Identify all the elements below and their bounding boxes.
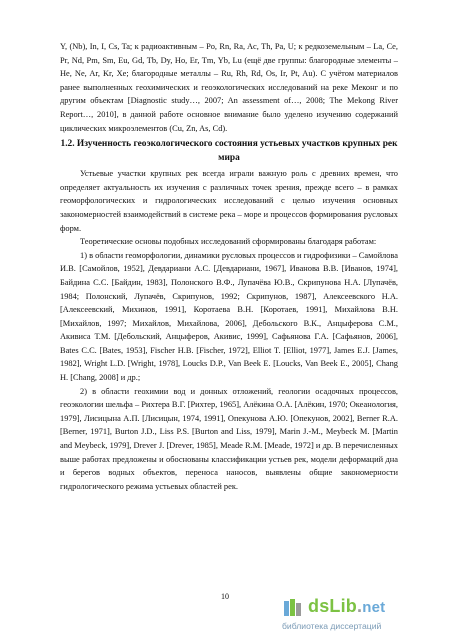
paragraph-elements-list: Y, (Nb), In, I, Cs, Ta; к радиоактивным – Po, Rn, Ra, Ac, Th, Pa, U; к редкоземельным – La, Ce, Pr, Nd, Pm, Sm, Eu, Gd, Tb, Dy, Ho, Er, Tm, Yb, Lu (ещё две группы: благородные элементы – He, Ne, Ar, Kr, Xe; благородные металлы – Ru, Rh, Rd, Os, Ir, Pt, Au). С учётом материалов ранее выполненных геохимических и геоэкологических исследований на реке Меконг и по другим объектам [Diagnostic study…, 2007; An assessment of…, 2008; The Mekong River Report…, 2010], в данной работе основное внимание было уделено изучению содержаний циклических микроэлементов (Cu, Zn, As, Cd). [60,42,398,133]
watermark-brand-name: dsLib [308,596,357,616]
paragraph-theoretical-basis: Теоретические основы подобных исследований сформированы благодаря работам: [80,237,377,247]
watermark-brand [308,596,385,617]
dslib-watermark[interactable] [282,596,432,636]
watermark-brand-dot: . [357,596,363,616]
paragraph-estuaries-intro: Устьевые участки крупных рек всегда играли важную роль с древних времен, что определяет актуальность их изучения с различных точек зрения, прежде всего – в рамках геоморфологических и гидрологических исследований с целью изучения основных закономерностей взаимодействий в системе река – море и процессов формирования русловых форм. [60,169,398,233]
section-heading: 1.2. Изученность геоэкологического состояния устьевых участков крупных рек мира [60,139,398,164]
watermark-subtitle: библиотека диссертаций [282,621,382,631]
document-body [60,40,398,493]
paragraph-geochemistry-works: 2) в области геохимии вод и донных отложений, геологии осадочных процессов, геоэкологии шельфа – Рихтера В.Г. [Рихтер, 1965], Алёкина О.А. [Алёкин, 1970; Океанология, 1979], Лисицына А.П. [Лисицын, 1974, 1991], Опекунова А.Ю. [Опекунов, 2002], Berner R.A. [Berner, 1971], Burton J.D., Liss P.S. [Burton and Liss, 1979], Marin J.-M., Meybeck M. [Martin and Meybeck, 1979], Drever J. [Drever, 1985], Meade R.M. [Meade, 1972] и др. В перечисленных выше работах предложены и обоснованы классификации устьев рек, модели деформаций дна и берегов водных объектов, переноса наносов, выявлены общие закономерности гидрологического режима устьевых областей рек. [60,386,398,491]
page-number: 10 [221,592,229,601]
watermark-brand-tld: net [362,599,386,616]
dslib-logo-icon [282,598,304,618]
paragraph-geomorphology-works: 1) в области геоморфологии, динамики русловых процессов и гидрофизики – Самойлова И.В. [Самойлов, 1952], Девдариани А.С. [Девдариани, 1967], Иванова В.В. [Иванов, 1974], Байдина С.С. [Байдин, 1983], Полонского В.Ф., Лупачёва Ю.В., Скрипунова Н.А. [Лупачёв, 1984; Полонский, Лупачёв, Скрипунов, 1992; Скрипунов, 1987], Алексеевского Н.А. [Алексеевский, Михинов, 1991], Коротаева В.Н. [Коротаев, 1991], Михайлова В.Н. [Михайлов, 1997; Михайлов, Михайлова, 2006], Дебольского В.К., Анцыферова С.М., Акивиса Т.М. [Дебольский, Анцыферов, Акивис, 1999], Сафьянова Г.А. [Сафьянов, 2006], Bates C.C. [Bates, 1953], Fischer H.B. [Fischer, 1972], Elliot T. [Elliot, 1977], James E.J. [James, 1982], Wright L.D. [Wright, 1978], Loucks D.P., Van Beek E. [Loucks, Van Beek E., 2005], Chang H. [Chang, 2008] и др.; [60,250,398,383]
